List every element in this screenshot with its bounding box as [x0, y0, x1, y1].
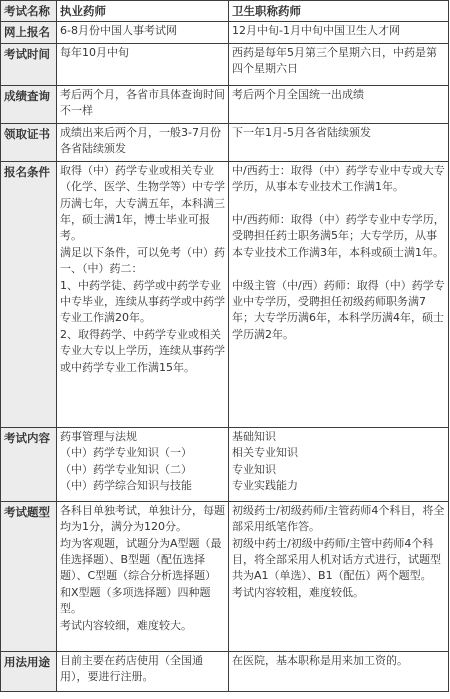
cell-licensed: 每年10月中旬 — [57, 43, 229, 85]
row-label: 用法用途 — [1, 651, 57, 691]
cell-licensed: 药事管理与法规 （中）药学专业知识（一） （中）药学专业知识（二） （中）药学综合知识与技能 — [57, 427, 229, 501]
row-label: 领取证书 — [1, 123, 57, 161]
header-health-title-pharmacist: 卫生职称药师 — [229, 1, 449, 22]
row-usage — [1, 651, 449, 691]
cell-health: 初级药士/初级药师/主管药师4个科目，将全部采用纸笔作答。 初级中药士/初级中药师/主管中药师4个科目，将全部采用人机对话方式进行，试题型共为A1（单选）、B1（配伍）两个题型。 考试内容较粗，难度较低。 — [229, 501, 449, 651]
cell-health: 西药是每年5月第三个星期六日，中药是第四个星期六日 — [229, 43, 449, 85]
row-question-types — [1, 501, 449, 651]
cell-health: 12月中旬-1月中旬中国卫生人才网 — [229, 22, 449, 43]
row-label: 网上报名 — [1, 22, 57, 43]
cell-health: 考后两个月全国统一出成绩 — [229, 85, 449, 123]
cell-licensed: 成绩出来后两个月，一般3-7月份各省陆续颁发 — [57, 123, 229, 161]
cell-licensed: 考后两个月，各省市具体查询时间不一样 — [57, 85, 229, 123]
row-eligibility — [1, 161, 449, 427]
cell-licensed: 目前主要在药店使用（全国通用），要进行注册。 — [57, 651, 229, 691]
header-row — [1, 1, 449, 22]
cell-licensed: 取得（中）药学专业或相关专业（化学、医学、生物学等）中专学历满七年，大专满五年，本科满三年，硕士满1年，博士毕业可报考。 满足以下条件，可以免考（中）药一、（中）药二： 1、中药学徒、药学或中药学专业中专毕业，连续从事药学或中药学专业工作满20年。 2、取得药学、中药学专业或相关专业大专以上学历，连续从事药学或中药学专业工作满15年。 — [57, 161, 229, 427]
row-certificate — [1, 123, 449, 161]
row-score-query — [1, 85, 449, 123]
row-label: 考试内容 — [1, 427, 57, 501]
header-licensed-pharmacist: 执业药师 — [57, 1, 229, 22]
row-label: 考试题型 — [1, 501, 57, 651]
cell-health: 下一年1月-5月各省陆续颁发 — [229, 123, 449, 161]
cell-licensed: 6-8月份中国人事考试网 — [57, 22, 229, 43]
row-exam-time — [1, 43, 449, 85]
cell-health: 在医院，基本职称是用来加工资的。 — [229, 651, 449, 691]
row-label: 报名条件 — [1, 161, 57, 427]
row-exam-content — [1, 427, 449, 501]
cell-health: 中/西药士：取得（中）药学专业中专或大专学历，从事本专业技术工作满1年。 中/西药师：取得（中）药学专业中专学历，受聘担任药士职务满5年；大专学历，从事本专业技术工作满3年，本科或硕士满1年。 中级主管（中/西）药师：取得（中）药学专业中专学历，受聘担任初级药师职务满7年；大专学历满6年，本科学历满4年，硕士学历满2年。 — [229, 161, 449, 427]
header-exam-name: 考试名称 — [1, 1, 57, 22]
cell-health: 基础知识 相关专业知识 专业知识 专业实践能力 — [229, 427, 449, 501]
row-label: 考试时间 — [1, 43, 57, 85]
row-online-registration — [1, 22, 449, 43]
cell-licensed: 各科目单独考试，单独计分，每题均为1分，满分为120分。 均为客观题，试题分为A型题（最佳选择题）、B型题（配伍选择题）、C型题（综合分析选择题）和X型题（多项选择题）四种题型。 考试内容较细，难度较大。 — [57, 501, 229, 651]
row-label: 成绩查询 — [1, 85, 57, 123]
